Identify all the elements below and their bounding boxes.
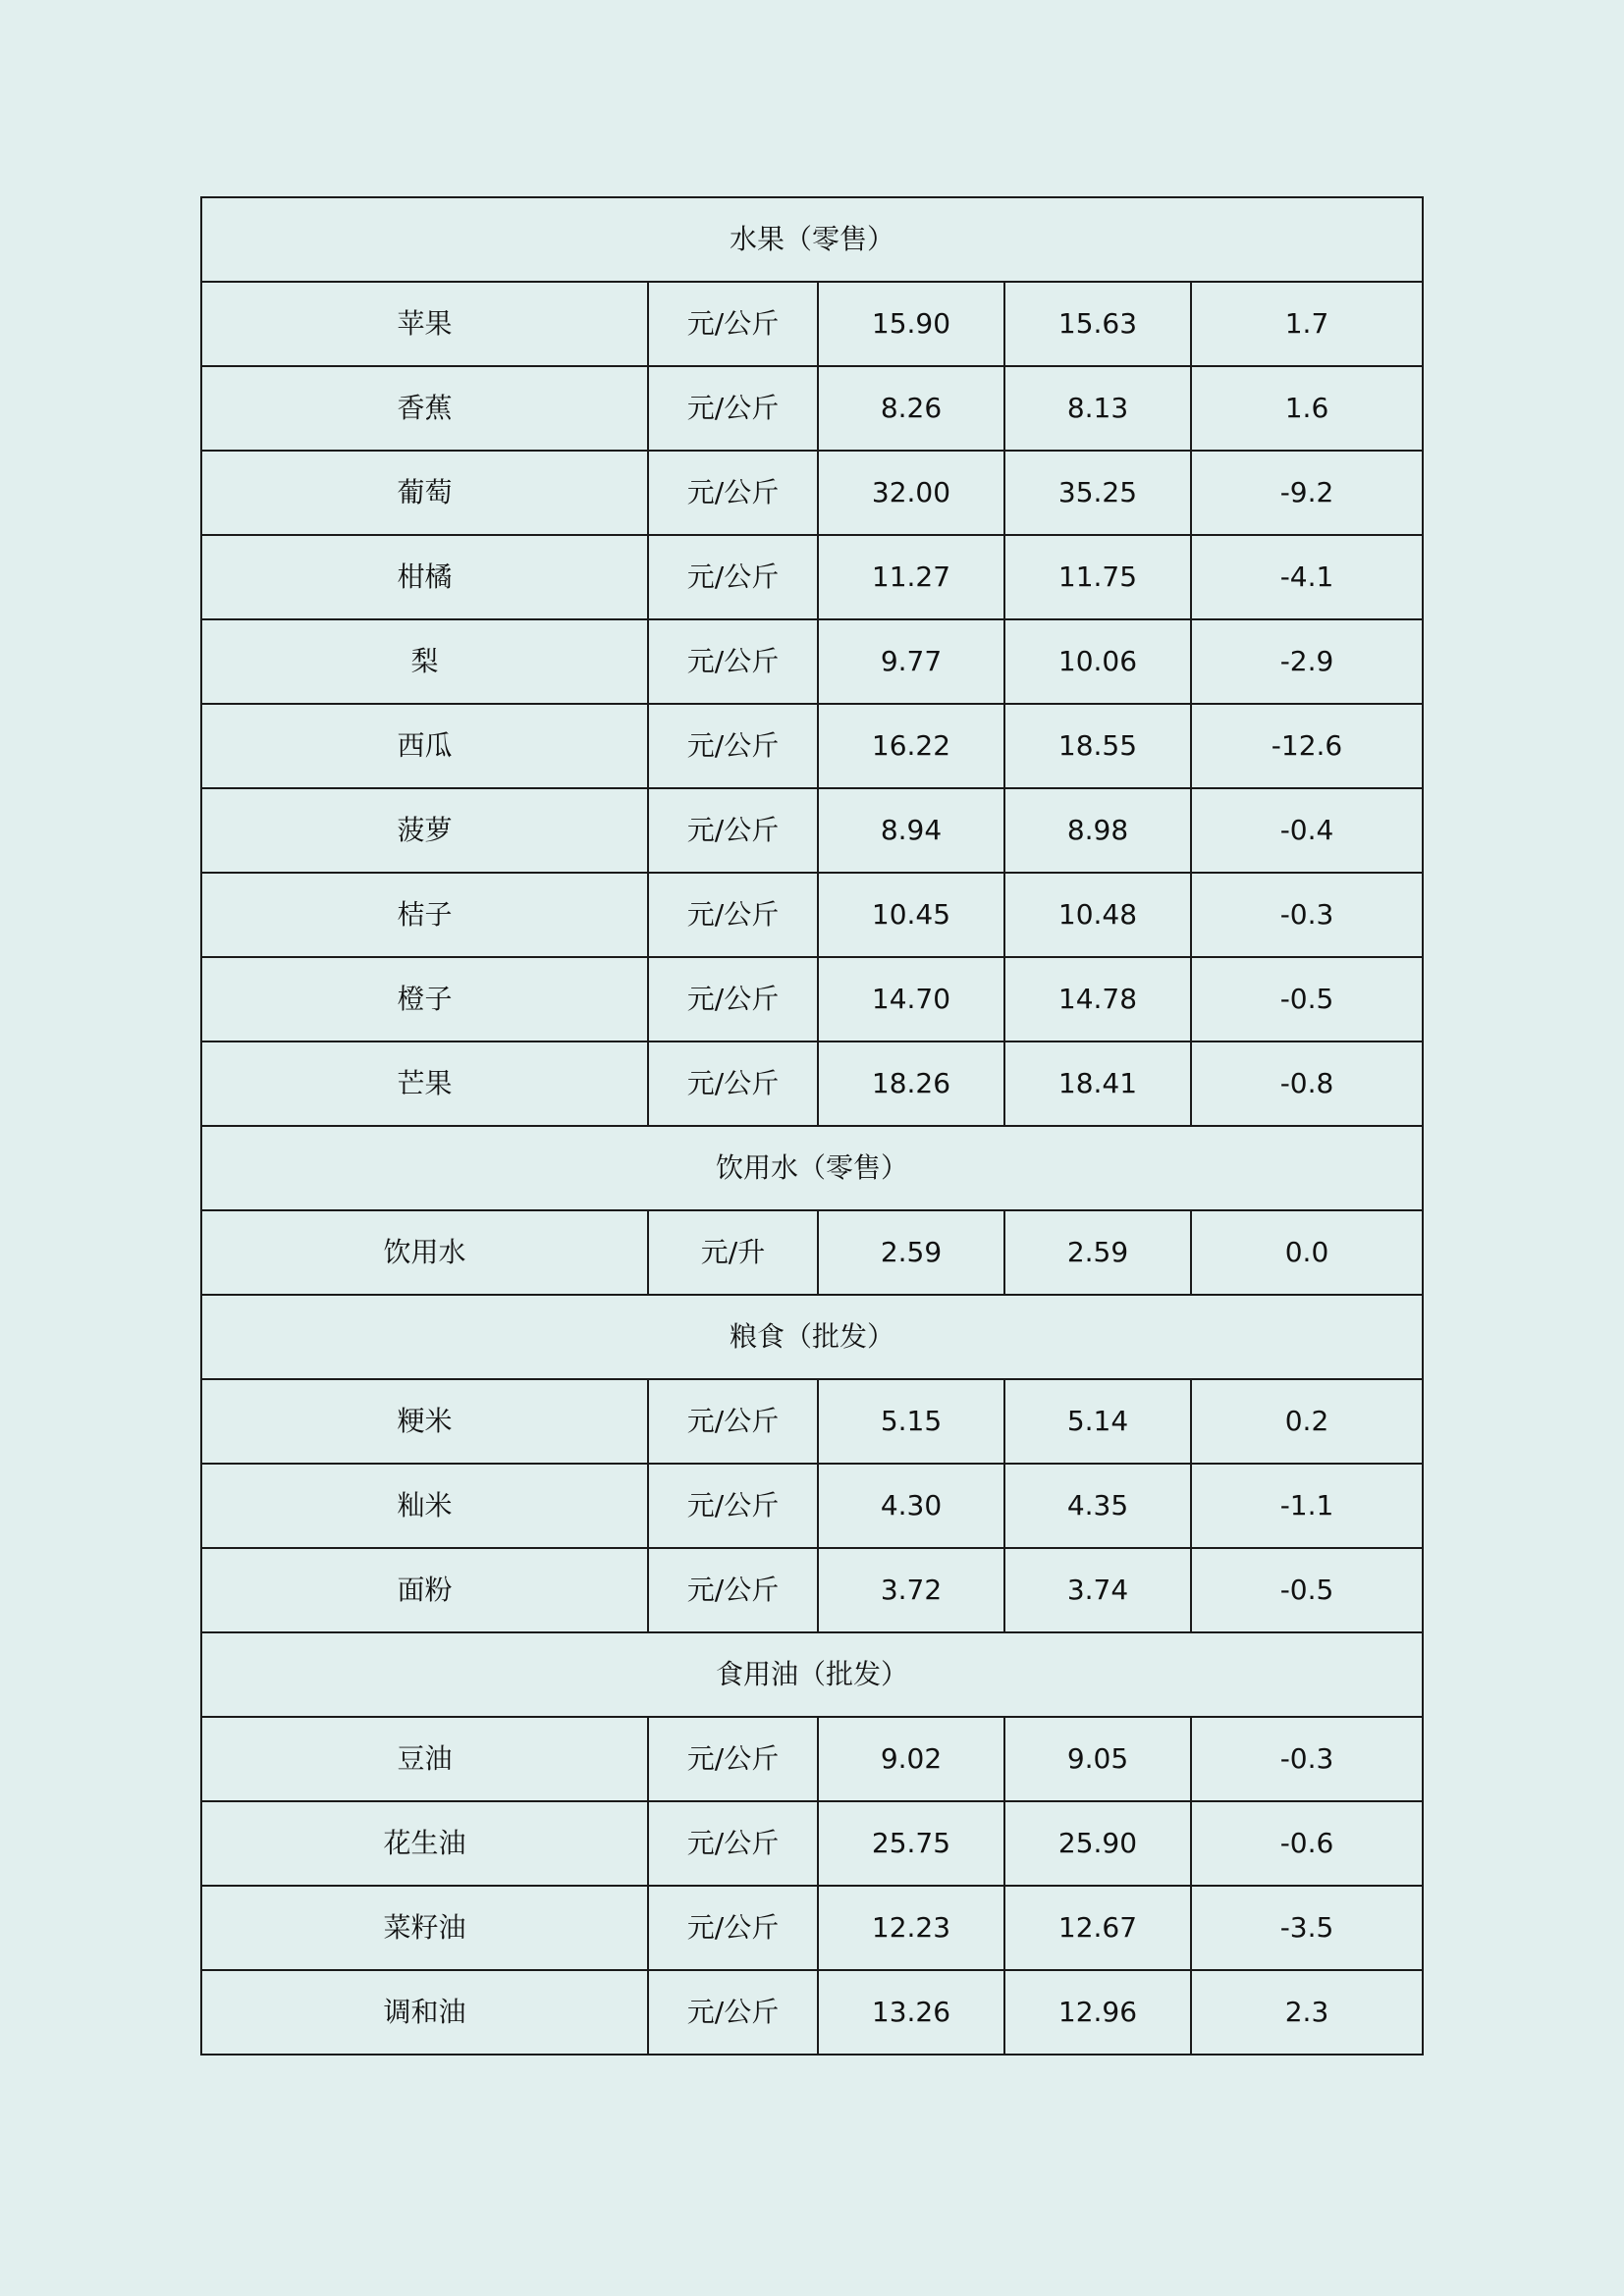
change-percent-cell: -1.1 [1191,1464,1423,1548]
previous-price-cell: 2.59 [1004,1210,1191,1295]
item-name-cell: 芒果 [201,1041,648,1126]
item-name-cell: 菜籽油 [201,1886,648,1970]
current-price-cell: 2.59 [818,1210,1004,1295]
item-name-cell: 豆油 [201,1717,648,1801]
current-price-cell: 4.30 [818,1464,1004,1548]
section-header-row [201,1632,1423,1717]
current-price-cell: 18.26 [818,1041,1004,1126]
current-price-cell: 9.77 [818,619,1004,704]
previous-price-cell: 12.67 [1004,1886,1191,1970]
previous-price-cell: 3.74 [1004,1548,1191,1632]
current-price-cell: 14.70 [818,957,1004,1041]
unit-cell: 元/公斤 [648,1801,818,1886]
current-price-cell: 13.26 [818,1970,1004,2055]
change-percent-cell: -0.3 [1191,873,1423,957]
previous-price-cell: 8.98 [1004,788,1191,873]
table-row [201,282,1423,366]
unit-cell: 元/公斤 [648,788,818,873]
change-percent-cell: -0.3 [1191,1717,1423,1801]
unit-cell: 元/公斤 [648,619,818,704]
previous-price-cell: 5.14 [1004,1379,1191,1464]
table-row [201,451,1423,535]
unit-cell: 元/公斤 [648,1548,818,1632]
previous-price-cell: 4.35 [1004,1464,1191,1548]
change-percent-cell: -2.9 [1191,619,1423,704]
previous-price-cell: 25.90 [1004,1801,1191,1886]
table-row [201,1970,1423,2055]
current-price-cell: 15.90 [818,282,1004,366]
item-name-cell: 柑橘 [201,535,648,619]
previous-price-cell: 11.75 [1004,535,1191,619]
previous-price-cell: 14.78 [1004,957,1191,1041]
item-name-cell: 花生油 [201,1801,648,1886]
table-row [201,535,1423,619]
item-name-cell: 调和油 [201,1970,648,2055]
item-name-cell: 粳米 [201,1379,648,1464]
unit-cell: 元/公斤 [648,1041,818,1126]
current-price-cell: 9.02 [818,1717,1004,1801]
section-title: 水果（零售） [201,197,1423,282]
unit-cell: 元/公斤 [648,1717,818,1801]
current-price-cell: 8.94 [818,788,1004,873]
table-row [201,704,1423,788]
current-price-cell: 25.75 [818,1801,1004,1886]
change-percent-cell: -0.5 [1191,1548,1423,1632]
current-price-cell: 10.45 [818,873,1004,957]
change-percent-cell: 1.6 [1191,366,1423,451]
previous-price-cell: 18.55 [1004,704,1191,788]
table-row [201,873,1423,957]
previous-price-cell: 15.63 [1004,282,1191,366]
unit-cell: 元/公斤 [648,873,818,957]
table-row [201,366,1423,451]
previous-price-cell: 10.48 [1004,873,1191,957]
unit-cell: 元/公斤 [648,535,818,619]
item-name-cell: 梨 [201,619,648,704]
unit-cell: 元/公斤 [648,704,818,788]
change-percent-cell: -3.5 [1191,1886,1423,1970]
table-row [201,619,1423,704]
unit-cell: 元/公斤 [648,282,818,366]
change-percent-cell: -9.2 [1191,451,1423,535]
unit-cell: 元/公斤 [648,366,818,451]
change-percent-cell: -0.6 [1191,1801,1423,1886]
item-name-cell: 菠萝 [201,788,648,873]
item-name-cell: 橙子 [201,957,648,1041]
unit-cell: 元/公斤 [648,1970,818,2055]
section-title: 饮用水（零售） [201,1126,1423,1210]
current-price-cell: 12.23 [818,1886,1004,1970]
previous-price-cell: 12.96 [1004,1970,1191,2055]
unit-cell: 元/公斤 [648,1886,818,1970]
item-name-cell: 香蕉 [201,366,648,451]
table-row [201,1210,1423,1295]
previous-price-cell: 9.05 [1004,1717,1191,1801]
previous-price-cell: 10.06 [1004,619,1191,704]
section-title: 食用油（批发） [201,1632,1423,1717]
current-price-cell: 11.27 [818,535,1004,619]
item-name-cell: 葡萄 [201,451,648,535]
table-row [201,957,1423,1041]
table-row [201,1464,1423,1548]
table-row [201,1801,1423,1886]
current-price-cell: 16.22 [818,704,1004,788]
table-row [201,1379,1423,1464]
table-row [201,1041,1423,1126]
table-row [201,1548,1423,1632]
change-percent-cell: -4.1 [1191,535,1423,619]
section-header-row [201,1126,1423,1210]
item-name-cell: 面粉 [201,1548,648,1632]
current-price-cell: 3.72 [818,1548,1004,1632]
unit-cell: 元/公斤 [648,451,818,535]
table-body [201,197,1423,2055]
section-header-row [201,1295,1423,1379]
change-percent-cell: -0.8 [1191,1041,1423,1126]
current-price-cell: 5.15 [818,1379,1004,1464]
price-table [200,196,1424,2056]
unit-cell: 元/公斤 [648,957,818,1041]
item-name-cell: 苹果 [201,282,648,366]
previous-price-cell: 35.25 [1004,451,1191,535]
previous-price-cell: 8.13 [1004,366,1191,451]
change-percent-cell: -12.6 [1191,704,1423,788]
change-percent-cell: -0.5 [1191,957,1423,1041]
table-row [201,788,1423,873]
item-name-cell: 西瓜 [201,704,648,788]
previous-price-cell: 18.41 [1004,1041,1191,1126]
unit-cell: 元/公斤 [648,1464,818,1548]
change-percent-cell: 0.2 [1191,1379,1423,1464]
unit-cell: 元/升 [648,1210,818,1295]
section-title: 粮食（批发） [201,1295,1423,1379]
current-price-cell: 32.00 [818,451,1004,535]
unit-cell: 元/公斤 [648,1379,818,1464]
item-name-cell: 桔子 [201,873,648,957]
item-name-cell: 籼米 [201,1464,648,1548]
change-percent-cell: -0.4 [1191,788,1423,873]
current-price-cell: 8.26 [818,366,1004,451]
section-header-row [201,197,1423,282]
change-percent-cell: 2.3 [1191,1970,1423,2055]
change-percent-cell: 0.0 [1191,1210,1423,1295]
table-row [201,1886,1423,1970]
table-row [201,1717,1423,1801]
change-percent-cell: 1.7 [1191,282,1423,366]
item-name-cell: 饮用水 [201,1210,648,1295]
